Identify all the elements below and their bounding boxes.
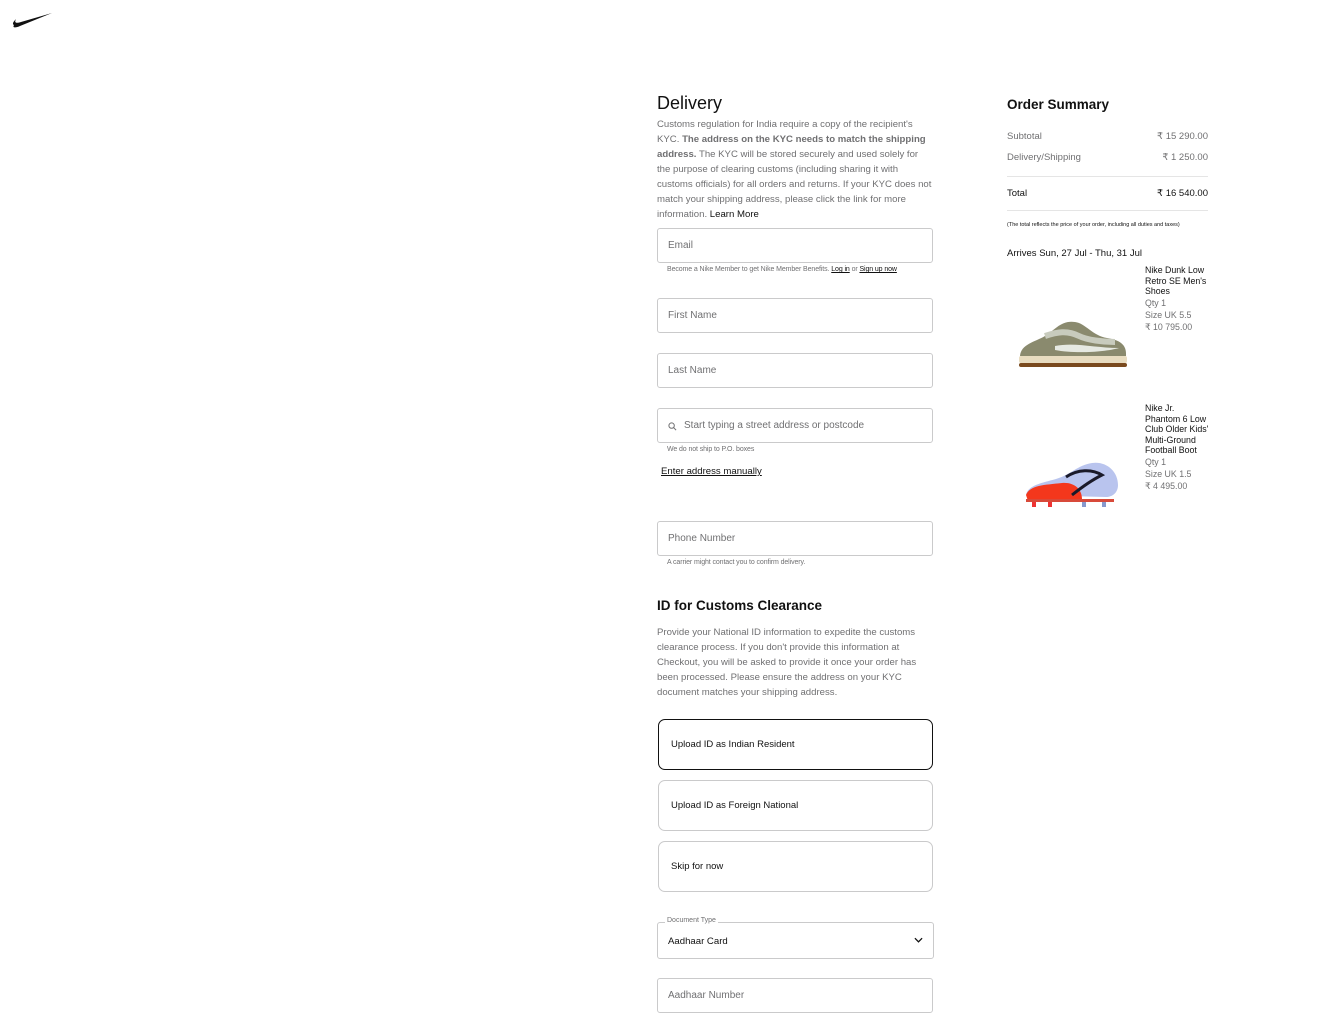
product-name: Nike Dunk Low Retro SE Men's Shoes	[1145, 265, 1207, 296]
total-row	[1007, 188, 1208, 199]
delivery-intro: Customs regulation for India require a copy of the recipient's KYC. The address on the KYC needs to match the shipping address. The KYC will be stored securely and used solely for the purpose of clearing customs (including sharing it with customs officials) for all orders and returns. If your KYC does not match your shipping address, please click the link for more information. Learn More	[657, 119, 932, 220]
document-type-label: Document Type	[667, 917, 716, 924]
delivery-section	[657, 93, 933, 222]
product-size: Size UK 1.5	[1145, 468, 1192, 479]
member-hint: Become a Nike Member to get Nike Member Benefits. Log in or Sign up now	[667, 266, 897, 273]
football-boot-red-image	[1022, 455, 1122, 511]
first-name-field[interactable]	[657, 298, 933, 333]
divider	[1007, 176, 1208, 177]
shipping-label: Delivery/Shipping	[1007, 152, 1081, 163]
subtotal-label: Subtotal	[1007, 131, 1042, 142]
email-field[interactable]	[657, 228, 933, 263]
skip-for-now-option[interactable]	[658, 841, 933, 892]
shipping-value: ₹ 1 250.00	[1162, 152, 1208, 163]
product-price: ₹ 10 795.00	[1145, 321, 1193, 332]
address-placeholder: Start typing a street address or postcode	[684, 420, 865, 431]
last-name-field[interactable]	[657, 353, 933, 388]
subtotal-row	[1007, 131, 1208, 142]
total-value: ₹ 16 540.00	[1157, 188, 1208, 199]
shipping-row	[1007, 152, 1208, 163]
total-note: (The total reflects the price of your order, including all duties and taxes)	[1007, 222, 1180, 228]
option-label: Upload ID as Foreign National	[671, 800, 799, 811]
address-search-field[interactable]	[657, 408, 933, 443]
product-qty: Qty 1	[1145, 297, 1167, 308]
phone-field[interactable]	[657, 521, 933, 556]
product-size: Size UK 5.5	[1145, 309, 1192, 320]
learn-more-link[interactable]: Learn More	[709, 209, 759, 220]
product-name: Nike Jr. Phantom 6 Low Club Older Kids' Multi-Ground Football Boot	[1145, 403, 1209, 455]
phone-hint: A carrier might contact you to confirm delivery.	[667, 559, 806, 566]
order-summary	[1007, 97, 1208, 113]
last-name-placeholder: Last Name	[668, 365, 717, 376]
phone-placeholder: Phone Number	[668, 533, 736, 544]
enter-address-manually-link[interactable]: Enter address manually	[661, 466, 762, 477]
customs-text: Provide your National ID information to expedite the customs clearance process. If you don't provide this information at Checkout, you will be asked to provide it once your order has been processed. Please ensure the address on your KYC document matches your shipping address.	[657, 627, 917, 698]
product-qty: Qty 1	[1145, 456, 1167, 467]
document-type-value: Aadhaar Card	[668, 936, 728, 947]
arrival-estimate: Arrives Sun, 27 Jul - Thu, 31 Jul	[1007, 248, 1142, 259]
upload-id-indian-option[interactable]	[658, 719, 933, 770]
product-item	[1145, 265, 1209, 333]
search-icon	[668, 422, 677, 431]
option-label: Skip for now	[671, 861, 724, 872]
product-price: ₹ 4 495.00	[1145, 480, 1188, 491]
email-placeholder: Email	[668, 240, 694, 251]
order-summary-title: Order Summary	[1007, 97, 1110, 112]
subtotal-value: ₹ 15 290.00	[1157, 131, 1208, 142]
sneaker-olive-image	[1015, 312, 1133, 374]
chevron-down-icon	[914, 937, 923, 943]
customs-title: ID for Customs Clearance	[657, 598, 823, 613]
product-item	[1145, 403, 1209, 492]
divider	[1007, 210, 1208, 211]
document-type-select[interactable]	[657, 922, 934, 959]
delivery-title: Delivery	[657, 93, 723, 113]
po-box-hint: We do not ship to P.O. boxes	[667, 446, 755, 453]
log-in-link[interactable]: Log in	[831, 266, 850, 273]
aadhaar-placeholder: Aadhaar Number	[668, 990, 745, 1001]
aadhaar-number-field[interactable]	[657, 978, 933, 1013]
first-name-placeholder: First Name	[668, 310, 717, 321]
option-label: Upload ID as Indian Resident	[671, 739, 795, 750]
upload-id-foreign-option[interactable]	[658, 780, 933, 831]
nike-swoosh-icon[interactable]	[12, 10, 52, 28]
total-label: Total	[1007, 188, 1028, 199]
sign-up-link[interactable]: Sign up now	[859, 266, 897, 273]
